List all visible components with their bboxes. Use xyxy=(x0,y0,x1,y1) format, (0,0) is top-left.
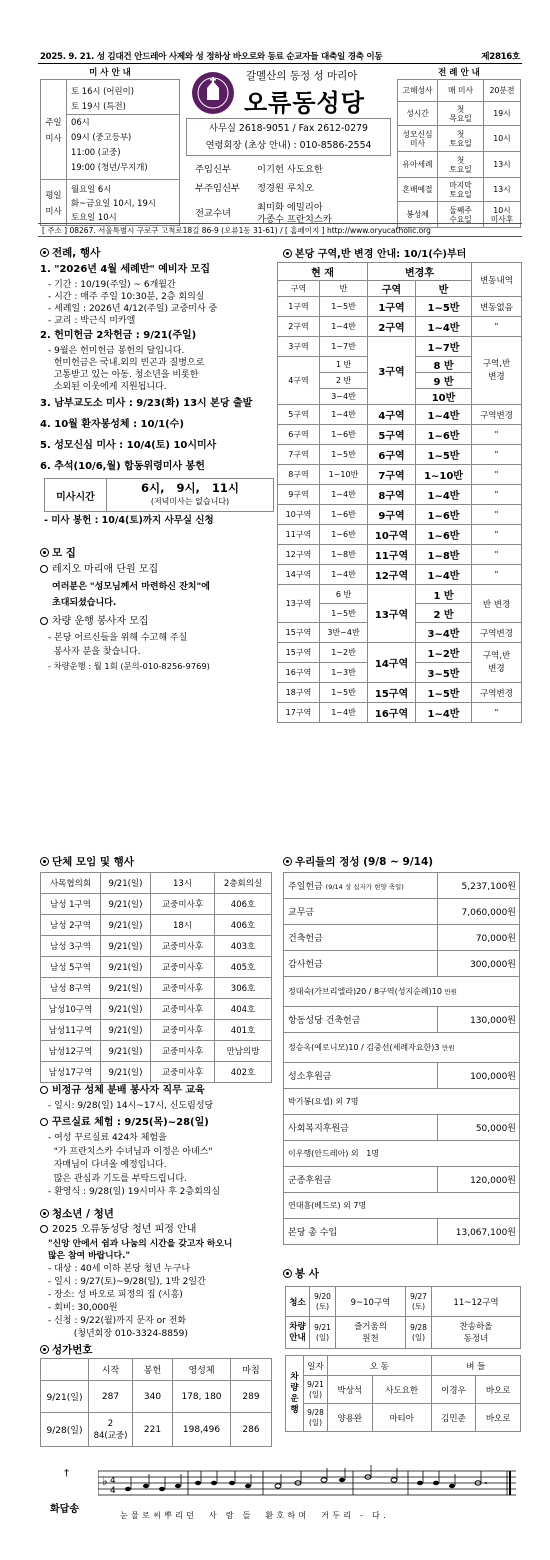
psalm-staff xyxy=(98,1463,518,1505)
staff-list: 주임신부 이기헌 사도요한 부주임신부 정경원 루치오 전교수녀 최미화 에밀리아 가종수 프란치스카 xyxy=(195,164,332,225)
section-bullet-icon xyxy=(40,1209,49,1218)
service-table: 청소 9/20 (토) 9~10구역 9/27 (토) 11~12구역 차량 안내 9/21 (일) 즐거움의 원천 9/28 (일) 찬송하올 동정녀 xyxy=(285,1286,521,1349)
bulletin-page-1 xyxy=(0,0,550,730)
recruit-heading: 모 집 xyxy=(40,545,76,560)
circle-bullet-icon xyxy=(40,1225,48,1233)
weekday-mass-times: 월요일 6시 화~금요일 10시, 19시 토요일 10시 xyxy=(67,180,180,226)
svg-text:4: 4 xyxy=(110,1486,116,1496)
rice-offering-details: - 9월은 헌미헌금 봉헌의 달입니다. 헌미헌금은 국내.외의 빈곤과 질병으로 고통받고 있는 아동. 청소년을 비롯한 소외된 이웃에게 지원됩니다. xyxy=(48,346,205,392)
item-baptism: 1. "2026년 4월 세례반" 예비자 모집 xyxy=(40,264,210,275)
psalm-lyrics: 눈물로씨뿌리던 사 람 들 환호하며 거두리 - 다. xyxy=(120,1511,389,1520)
section-bullet-icon xyxy=(283,249,292,258)
offering-note: - 미사 봉헌 : 10/4(토)까지 사무실 신청 xyxy=(44,515,214,526)
item-chuseok-mass: 6. 추석(10/6,월) 합동위령미사 봉헌 xyxy=(40,461,205,472)
offering-heading: 우리들의 정성 (9/8 ~ 9/14) xyxy=(283,854,433,869)
legio-recruit: 레지오 마리애 단원 모집 xyxy=(40,563,158,577)
item-prison-mass: 3. 남부교도소 미사 : 9/23(화) 13시 본당 출발 xyxy=(40,398,253,409)
circle-bullet-icon xyxy=(40,1118,48,1126)
driver-details: - 본당 어르신들을 위해 수고해 주실 봉사자 분을 찾습니다. - 차량운행 : 월 1회 (문의-010-8256-9769) xyxy=(48,633,210,671)
office-contact xyxy=(186,118,391,156)
groups-heading: 단체 모임 및 행사 xyxy=(40,854,134,869)
section-bullet-icon xyxy=(40,248,49,257)
youth-retreat-details: - 대상 : 40세 이하 본당 청년 누구나 - 일시 : 9/27(토)~9/28(일), 1박 2일간 - 장소: 성 바오로 피정의 집 (시흥) - 회비: 30,000원 - 신청 : 9/22(월)까지 문자 or 전화 (청년회장 010-3324-8859) xyxy=(48,1264,206,1339)
item-rice-offering: 2. 헌미헌금 2차헌금 : 9/21(주일) xyxy=(40,330,197,341)
church-seal-icon xyxy=(190,70,236,116)
funeral-contact: 연령회장 (초상 안내) : 010-8586-2554 xyxy=(205,140,372,151)
legio-details: 여러분은 "성모님께서 마련하신 잔치"에 초대되셨습니다. xyxy=(52,582,210,608)
mass-guide xyxy=(40,66,180,232)
eucharist-training: 비정규 성체 분배 봉사자 직무 교육 xyxy=(40,1084,205,1098)
hymn-table: 시작 봉헌 영성체 마침 9/21(일) 287 340 178, 180 289 9/28(일) 2 84(교중) 221 198,496 286 xyxy=(40,1358,272,1447)
svg-text:♭: ♭ xyxy=(102,1474,108,1488)
cursillo-details: - 여성 꾸르실료 424차 체험을 "가 프란치스카 수녀님과 이정은 아녜스" 자매님이 다녀올 예정입니다. 많은 관심과 기도를 부탁드립니다. - 환영식 : 9/28(일) 19시미사 후 2층회의실 xyxy=(48,1133,221,1197)
section-bullet-icon xyxy=(40,1345,49,1354)
feast-line: 2025. 9. 21. 성 김대건 안드레아 사제와 성 정하상 바오로와 동료 순교자들 대축일 경축 이동 제2816호 xyxy=(40,52,520,62)
issue-number: 제2816호 xyxy=(481,52,520,62)
circle-bullet-icon xyxy=(40,1086,48,1094)
church-name: 오류동성당 xyxy=(244,89,365,117)
ritual-guide: 전 례 안 내 고해성사 매 미사 20분전 성시간 첫 목요일 19시 성모신심 미사 첫 토요일 10시 유아세례 첫 토요일 13시 혼배예절 마지막 토요일 13시 봉성체 둘째주 수요일 10시 미사후 xyxy=(397,66,521,232)
weekday-mass-label: 평일 미사 xyxy=(41,180,67,226)
item-marian-mass: 5. 성모신심 미사 : 10/4(토) 10시미사 xyxy=(40,440,217,451)
office-phone: 사무실 2618-9051 / Fax 2612-0279 xyxy=(209,123,368,134)
circle-bullet-icon xyxy=(40,565,48,573)
mass-time-table: 미사시간 6시, 9시, 11시 (저녁미사는 없습니다) xyxy=(44,478,274,512)
district-heading: 본당 구역,반 변경 안내: 10/1(수)부터 xyxy=(283,245,466,260)
psalm-label: 화답송 xyxy=(50,1504,79,1515)
offering-table: 주일헌금 (9/14 성 십자가 현양 축일) 5,237,100원 교무금 7,060,000원 건축헌금 70,000원 감사헌금 300,000원 정대숙(가브리엘라)20 / 8구역(성지순례)10 만원 항동성당 건축헌금 130,000원 정승옥(예로니모)10 / 김중선(세례자요한)3 만원 성소후원금 100,000원 박기봉(요셉) 외 7명 사회복지후원금 50,000원 이우행(안드레아) 외 1명 군종후원금 120,000원 연대흠(베드로) 외 7명 본당 총 수입 13,067,100원 xyxy=(283,872,520,1245)
youth-retreat: 2025 오류동성당 청년 피정 안내 xyxy=(40,1223,196,1237)
youth-retreat-quote: "신앙 안에서 쉼과 나눔의 시간을 갖고자 하오니 많은 참여 바랍니다." xyxy=(48,1239,233,1261)
section-bullet-icon xyxy=(40,548,49,557)
mass-guide-title: 미 사 안 내 xyxy=(89,68,131,78)
church-banner xyxy=(186,66,391,118)
section-bullet-icon xyxy=(40,857,49,866)
section-bullet-icon xyxy=(283,857,292,866)
svg-text:4: 4 xyxy=(110,1476,116,1486)
driver-recruit: 차량 운행 봉사자 모집 xyxy=(40,615,148,629)
church-subtitle: 갈멜산의 동정 성 마리아 xyxy=(246,70,358,82)
driver-table: 차 량 운 행 일자 오 동 벼 들 9/21 (일) 박상석 사도요한 이경우 바오로 9/28 (일) 양용완 마티아 김민준 바오로 xyxy=(285,1355,521,1432)
page-gap xyxy=(0,730,550,820)
cursillo: 꾸르실료 체험 : 9/25(목)~28(일) xyxy=(40,1116,209,1130)
service-heading: 봉 사 xyxy=(283,1266,319,1281)
bulletin-page-2 xyxy=(0,820,550,1560)
groups-table: 사목협의회 9/21(일) 13시 2층회의실 남성 1구역 9/21(일) 교중미사후 406호 남성 2구역 9/21(일) 18시 406호 남성 3구역 9/21(일) 교중미사후 403호 남성 5구역 9/21(일) 교중미사후 405호 남성 8구역 9/21(일) 교중미사후 306호 남성10구역 9/21(일) 교중미사후 404호 남성11구역 9/21(일) 교중미사후 401호 남성12구역 9/21(일) 교중미사후 만남의방 남성17구역 9/21(일) 교중미사후 402호 xyxy=(40,872,272,1083)
section-bullet-icon xyxy=(283,1269,292,1278)
cross-icon: † xyxy=(64,1468,69,1479)
sunday-mass-times: 토 16시 (어린이) 토 19시 (특전) 06시 09시 (중고등부) 11:00 (교중) 19:00 (청년/무지개) xyxy=(67,80,180,180)
ritual-guide-title: 전 례 안 내 xyxy=(438,68,480,78)
hymn-heading: 성가번호 xyxy=(40,1342,93,1357)
liturgy-heading: 전례, 행사 xyxy=(40,245,100,260)
circle-bullet-icon xyxy=(40,617,48,625)
eucharist-training-details: - 일시: 9/28(일) 14시~17시, 신도림성당 xyxy=(48,1101,214,1111)
sunday-mass-label: 주일 미사 xyxy=(41,80,67,180)
youth-heading: 청소년 / 청년 xyxy=(40,1206,114,1221)
divider xyxy=(38,63,522,64)
district-table: 현 재 변경후 변동내역 구역 반 구역 반 1구역 1~5반 1구역 1~5반 변동없음 2구역 1~4반 2구역 1~4반 " 3구역 1~7반 3구역 1~7반 구역,반 변경 4구역 1 반 8 반 2 반 9 반 3~4반 10반 5구역 1~4반 4구역 1~4반 구역변경 6구역 1~6반 5구역 1~6반 " 7구역 1~5반 6구역 1~5반 " 8구역 1~10반 7구역 1~10반 " 9구역 1~4반 8구역 1~4반 " 10구역 1~6반 9구역 1~6반 " 11구역 1~6반 10구역 1~6반 " 12구역 1~8반 11구역 1~8반 " 14구역 1~4반 12구역 1~4반 " 13구역 6 반 13구역 1 반 반 변경 1~5반 2 반 15구역 3반~4반 3~4반 구역변경 15구역 1~2반 14구역 1~2반 구역,반 변경 16구역 1~3반 3~5반 18구역 1~5반 15구역 1~5반 구역변경 17구역 1~4반 16구역 1~4반 " xyxy=(277,262,522,723)
address-bar: [ 주소 ] 08267. 서울특별시 구로구 고척로18길 86-9 (오류1동 31-61) / [ 홈페이지 ] http://www.oryucatholic.org xyxy=(38,223,522,237)
baptism-details: - 기간 : 10/19(주일) ~ 6개월간 - 시간 : 매주 주일 10:30분, 2층 회의실 - 세례일 : 2026년 4/12(주일) 교중미사 중 - 교리 : 박근식 미카엘 xyxy=(48,280,218,326)
item-sick-communion: 4. 10월 환자봉성체 : 10/1(수) xyxy=(40,419,184,430)
